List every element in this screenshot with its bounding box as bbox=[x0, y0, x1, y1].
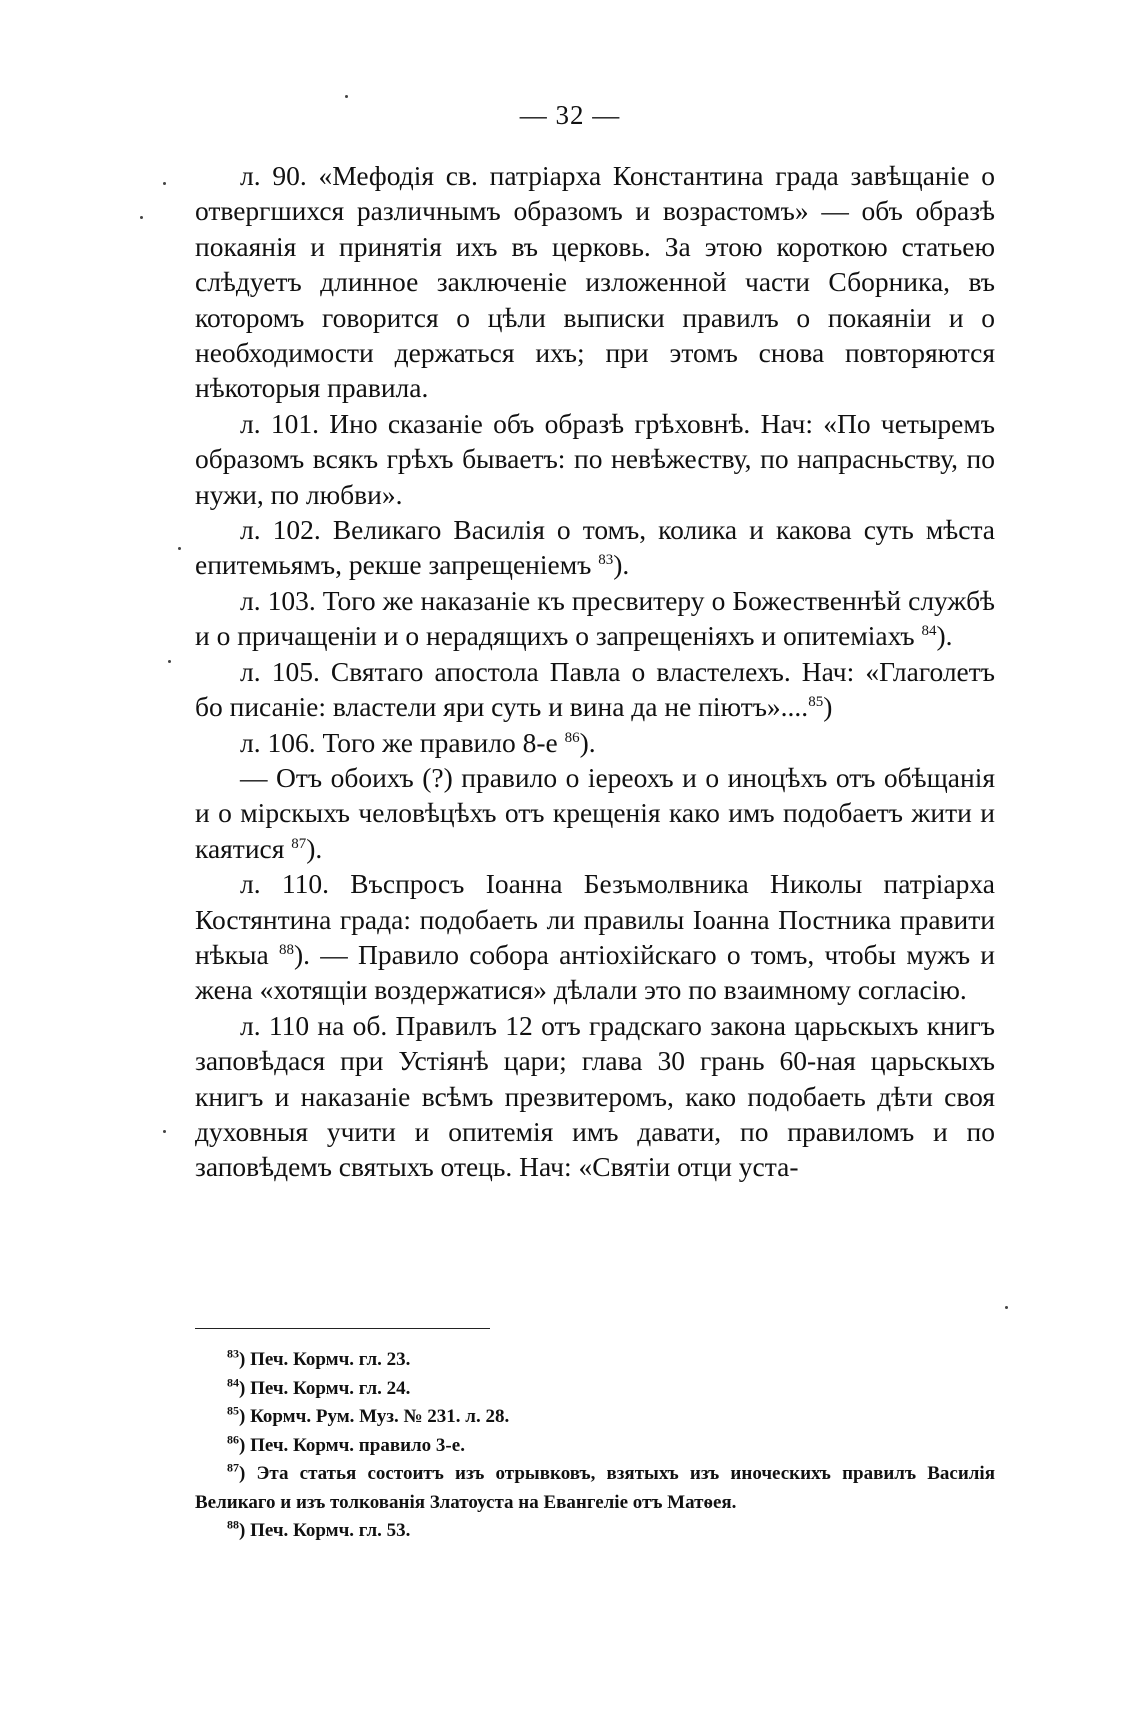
paragraph-4: л. 103. Того же наказаніе къ пресвитеру о Божественнѣй службѣ и о причащеніи и о нерадящихъ о запрещеніяхъ и опитеміахъ $^{84}$). bbox=[195, 584, 995, 652]
print-speck bbox=[1005, 1306, 1008, 1309]
print-speck bbox=[168, 660, 171, 663]
footnote-87: $^{87}$) Эта статья состоитъ изъ отрывковъ, взятыхъ изъ иноческихъ правилъ Василія Великаго и изъ толкованія Златоуста на Евангеліе отъ Матѳея. bbox=[195, 1460, 995, 1513]
print-speck bbox=[163, 1130, 166, 1133]
footnote-85: $^{85}$) Кормч. Рум. Муз. № 231. л. 28. bbox=[227, 1403, 510, 1427]
paragraph-5: л. 105. Святаго апостола Павла о властелехъ. Нач: «Глаголетъ бо писаніе: властели яри суть и вина да не піютъ»....$^{85}$) bbox=[195, 655, 995, 723]
footnote-ref-87: 87 bbox=[291, 835, 307, 852]
footnote-ref-84: 84 bbox=[921, 623, 937, 640]
print-speck bbox=[163, 182, 166, 185]
paragraph-7: — Отъ обоихъ (?) правило о іереохъ и о иноцѣхъ отъ обѣщанія и о мірскыхъ человѣцѣхъ отъ крещенія како имъ подобаетъ жити и каятися $^{87}$). bbox=[195, 761, 995, 864]
paragraph-1: л. 90. «Мефодія св. патріарха Константина града завѣщаніе о отвергшихся различнымъ образомъ и возрастомъ» — объ образѣ покаянія и принятія ихъ въ церковь. За этою короткою статьею слѣдуетъ длинное заключеніе изложенной части Сборника, въ которомъ говорится о цѣли выписки правилъ о покаяніи и о необходимости держаться ихъ; при этомъ снова повторяются нѣкоторыя правила. bbox=[195, 160, 995, 404]
footnote-ref-88: 88 bbox=[278, 941, 294, 958]
footnote-84: $^{84}$) Печ. Кормч. гл. 24. bbox=[227, 1375, 411, 1399]
footnote-ref-85: 85 bbox=[808, 693, 824, 710]
print-speck bbox=[345, 95, 348, 98]
footnote-86: $^{86}$) Печ. Кормч. правило 3-е. bbox=[227, 1432, 465, 1456]
paragraph-8: л. 110. Въспросъ Іоанна Безъмолвника Николы патріарха Костянтина града: подобаеть ли правилы Іоанна Постника правити нѣкыа $^{88}$). — Правило собора антіохійскаго о томъ, чтобы мужъ и жена «хотящіи воздержатися» дѣлали это по взаимному согласію. bbox=[195, 868, 996, 1006]
paragraph-2: л. 101. Ино сказаніе объ образѣ грѣховнѣ. Нач: «По четыремъ образомъ всякъ грѣхъ бываетъ: по невѣжеству, по напрасньству, по нужи, по любви». bbox=[195, 407, 995, 510]
paragraph-6: л. 106. Того же правило 8-е $^{86}$). bbox=[240, 726, 596, 758]
paragraph-9: л. 110 на об. Правилъ 12 отъ градскаго закона царьскыхъ книгъ заповѣдася при Устіянѣ цари; глава 30 грань 60-ная царьскыхъ книгъ и наказаніе всѣмъ презвитеромъ, како подобаеть дѣти своя духовныя учити и опитемія имъ давати, по правиломъ и по заповѣдемъ святыхъ отець. Нач: «Святіи отци уста- bbox=[195, 1009, 995, 1183]
footnote-ref-86: 86 bbox=[564, 729, 580, 746]
main-text bbox=[195, 158, 995, 1185]
footnote-83: $^{83}$) Печ. Кормч. гл. 23. bbox=[227, 1346, 411, 1370]
footnotes bbox=[195, 1346, 995, 1546]
paragraph-3: л. 102. Великаго Василія о томъ, колика и какова суть мѣста епитемьямъ, рекше запрещеніемъ $^{83}$). bbox=[195, 514, 995, 581]
print-speck bbox=[178, 547, 181, 550]
page-number: — 32 — bbox=[519, 100, 621, 130]
footnote-88: $^{88}$) Печ. Кормч. гл. 53. bbox=[227, 1517, 411, 1541]
footnote-divider bbox=[195, 1328, 490, 1329]
footnote-ref-83: 83 bbox=[598, 552, 614, 569]
print-speck bbox=[140, 216, 143, 219]
